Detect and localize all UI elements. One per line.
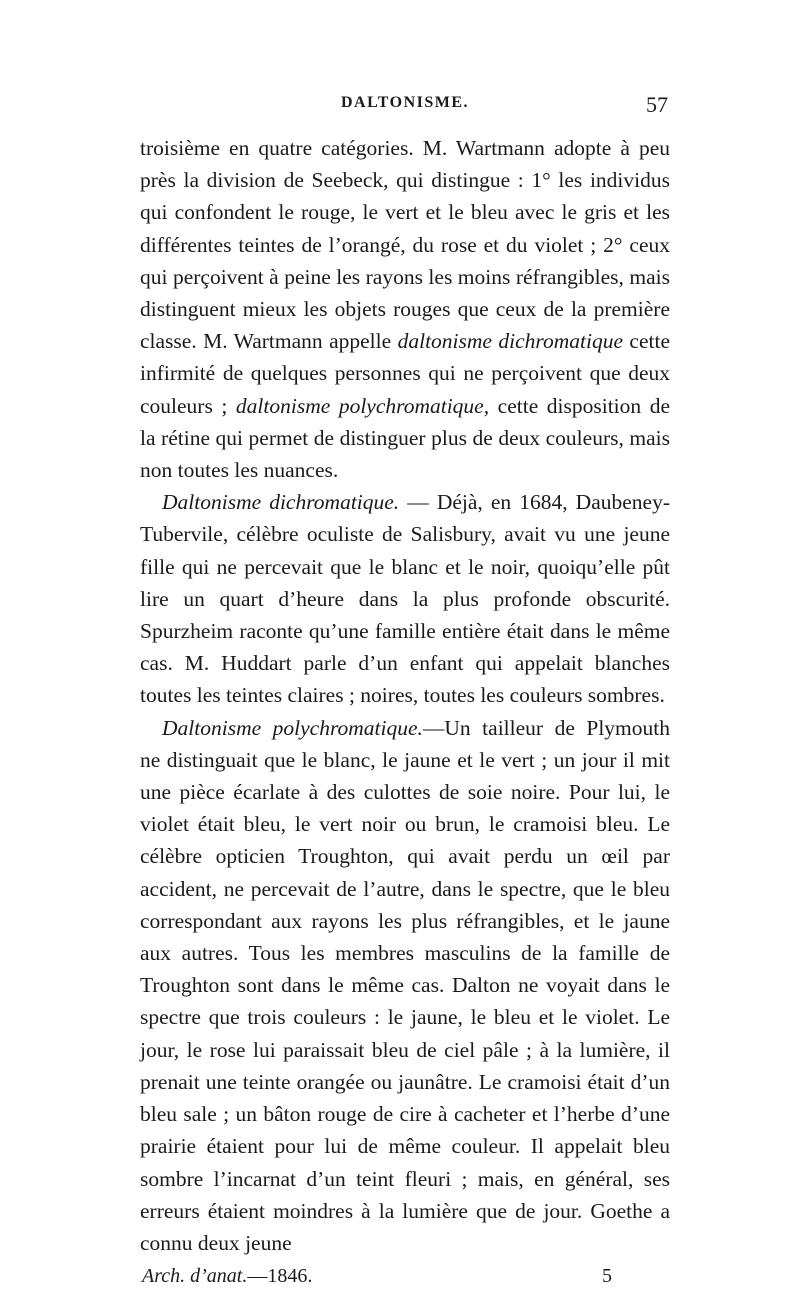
section-heading: Daltonisme polychromatique.	[162, 715, 423, 740]
section-heading: Daltonisme dichromatique.	[162, 490, 400, 515]
journal-year: —1846.	[247, 1265, 313, 1288]
text-segment: cette disposition de la rétine qui permet de distinguer plus de deux couleurs, mais non toutes les nuances.	[140, 393, 671, 483]
text-segment: cette infirmité de quelques personnes qui ne perçoivent que deux couleurs ;	[140, 329, 670, 418]
text-segment: —Un tailleur de Plymouth ne distinguait que le blanc, le jaune et le vert ; un jour il mit une pièce écarlate à des culottes de soie noire. Pour lui, le violet était bleu, le vert noir ou brun, le cramoisi bleu. Le célèbre opticien Troughton, qui avait perdu un œil par accident, ne percevait de l’autre, dans le spectre, que le bleu correspondant aux rayons les plus réfrangibles, et le jaune aux autres. Tous les membres masculins de la famille de Troughton sont dans le même cas. Dalton ne voyait dans le spectre que trois couleurs : le jaune, le bleu et le violet. Le jour, le rose lui paraissait bleu de ciel pâle ; à la lumière, il prenait une teinte orangée ou jaunâtre. Le cramoisi était d’un bleu sale ; un bâton rouge de cire à cacheter et l’herbe d’une prairie étaient pour lui de même couleur. Il appelait bleu sombre l’incarnat d’un teint fleuri ; mais, en général, ses erreurs étaient moindres à la lumière que de jour. Goethe a connu deux jeune	[140, 715, 670, 1255]
paragraph	[140, 712, 670, 1259]
page-footer	[140, 1265, 670, 1295]
page-number: 57	[646, 92, 668, 117]
text-segment: — Déjà, en 1684, Daubeney-Tubervile, célèbre oculiste de Salisbury, avait vu une jeune fille qui ne percevait que le blanc et le noir, quoiqu’elle pût lire un quart d’heure dans la plus profonde obscurité. Spurzheim raconte qu’une famille entière était dans le même cas. M. Huddart parle d’un enfant qui appelait blanches toutes les teintes claires ; noires, toutes les couleurs sombres.	[140, 490, 670, 708]
running-title: DALTONISME.	[340, 94, 470, 111]
italic-term: daltonisme dichromatique	[397, 329, 623, 354]
paragraph	[140, 486, 670, 711]
signature-mark: 5	[602, 1265, 612, 1288]
body-text	[140, 132, 670, 1259]
paragraph	[140, 132, 670, 486]
page-header	[140, 92, 670, 122]
text-segment: troisième en quatre catégories. M. Wartmann adopte à peu près la division de Seebeck, qui distingue : 1° les individus qui confondent le rouge, le vert et le bleu avec le gris et les différentes teintes de l’orangé, du rose et du violet ; 2° ceux qui perçoivent à peine les rayons les moins réfrangibles, mais distinguent mieux les objets rouges que ceux de la première classe. M. Wartmann appelle	[140, 136, 670, 354]
italic-term: daltonisme polychromatique,	[235, 393, 490, 418]
journal-reference	[142, 1265, 312, 1288]
book-page	[140, 92, 670, 1295]
journal-name: Arch. d’anat.	[142, 1265, 248, 1288]
